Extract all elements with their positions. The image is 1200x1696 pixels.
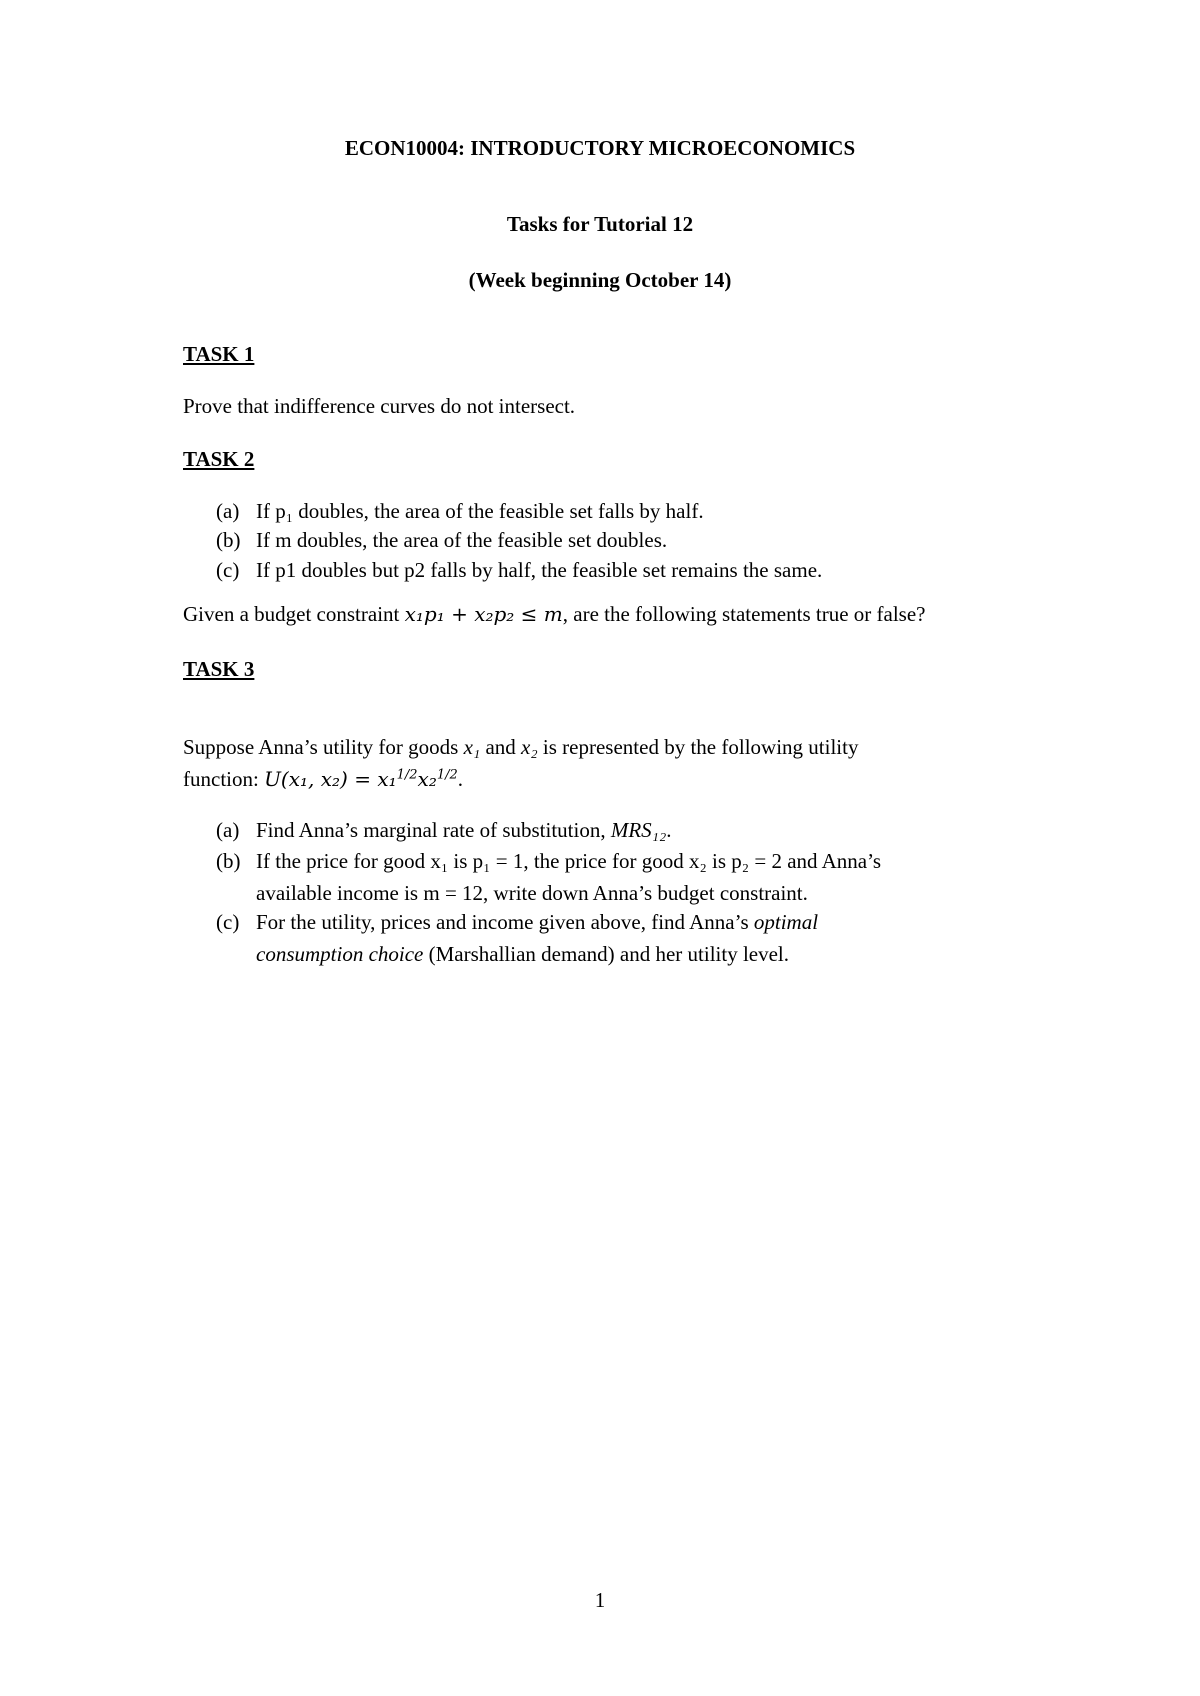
- task3-item-b: [216, 846, 996, 909]
- task3-item-a: [216, 815, 996, 847]
- page-number: 1: [594, 1588, 606, 1612]
- task1-heading: TASK 1: [183, 342, 255, 366]
- item-text: Find Anna’s marginal rate of substitution, MRS₁₂.: [256, 818, 672, 842]
- question-suffix: , are the following statements true or false?: [562, 602, 926, 626]
- week-line: (Week beginning October 14): [468, 268, 732, 292]
- task1-text: Prove that indifference curves do not intersect.: [183, 394, 576, 418]
- good-x1: x₁: [463, 735, 481, 759]
- task3-item-c: [216, 907, 996, 970]
- tutorial-subtitle: Tasks for Tutorial 12: [506, 212, 694, 236]
- item-label: (c): [216, 910, 240, 934]
- budget-constraint-formula: x₁p₁ + x₂p₂ ≤ m: [404, 602, 563, 626]
- item-text: If p₁ doubles, the area of the feasible set falls by half.: [256, 499, 704, 523]
- task2-item-c: [216, 555, 996, 587]
- utility-function-formula: U(x₁, x₂) = x₁$^{1/2}$x₂$^{1/2}$: [264, 766, 458, 791]
- intro-line-1: Suppose Anna’s utility for goods x₁ and x₂ is represented by the following utility: [183, 735, 859, 759]
- item-label: (a): [216, 818, 240, 842]
- item-label: (b): [216, 528, 241, 552]
- question-prefix: Given a budget constraint: [183, 602, 405, 626]
- item-label: (a): [216, 499, 240, 523]
- good-x2: x₂: [521, 735, 538, 759]
- item-label: (b): [216, 849, 241, 873]
- task2-item-b: [216, 525, 996, 557]
- task2-question: [183, 599, 983, 631]
- item-label: (c): [216, 558, 240, 582]
- task2-item-a: [216, 496, 996, 528]
- task2-heading: TASK 2: [183, 447, 255, 471]
- task3-intro: [183, 732, 1003, 795]
- intro-line-2: function: U(x₁, x₂) = x₁$^{1/2}$x₂$^{1/2}$.: [183, 766, 464, 791]
- item-text: For the utility, prices and income given above, find Anna’s optimal consumption choice (Marshallian demand) and her utility level.: [256, 910, 819, 966]
- item-text: If m doubles, the area of the feasible set doubles.: [256, 528, 668, 552]
- course-title: ECON10004: INTRODUCTORY MICROECONOMICS: [344, 136, 856, 160]
- item-text: If p1 doubles but p2 falls by half, the feasible set remains the same.: [256, 558, 823, 582]
- task3-heading: TASK 3: [183, 657, 255, 681]
- item-text: If the price for good x₁ is p₁ = 1, the price for good x₂ is p₂ = 2 and Anna’s available income is m = 12, write down Anna’s budget constraint.: [256, 849, 882, 905]
